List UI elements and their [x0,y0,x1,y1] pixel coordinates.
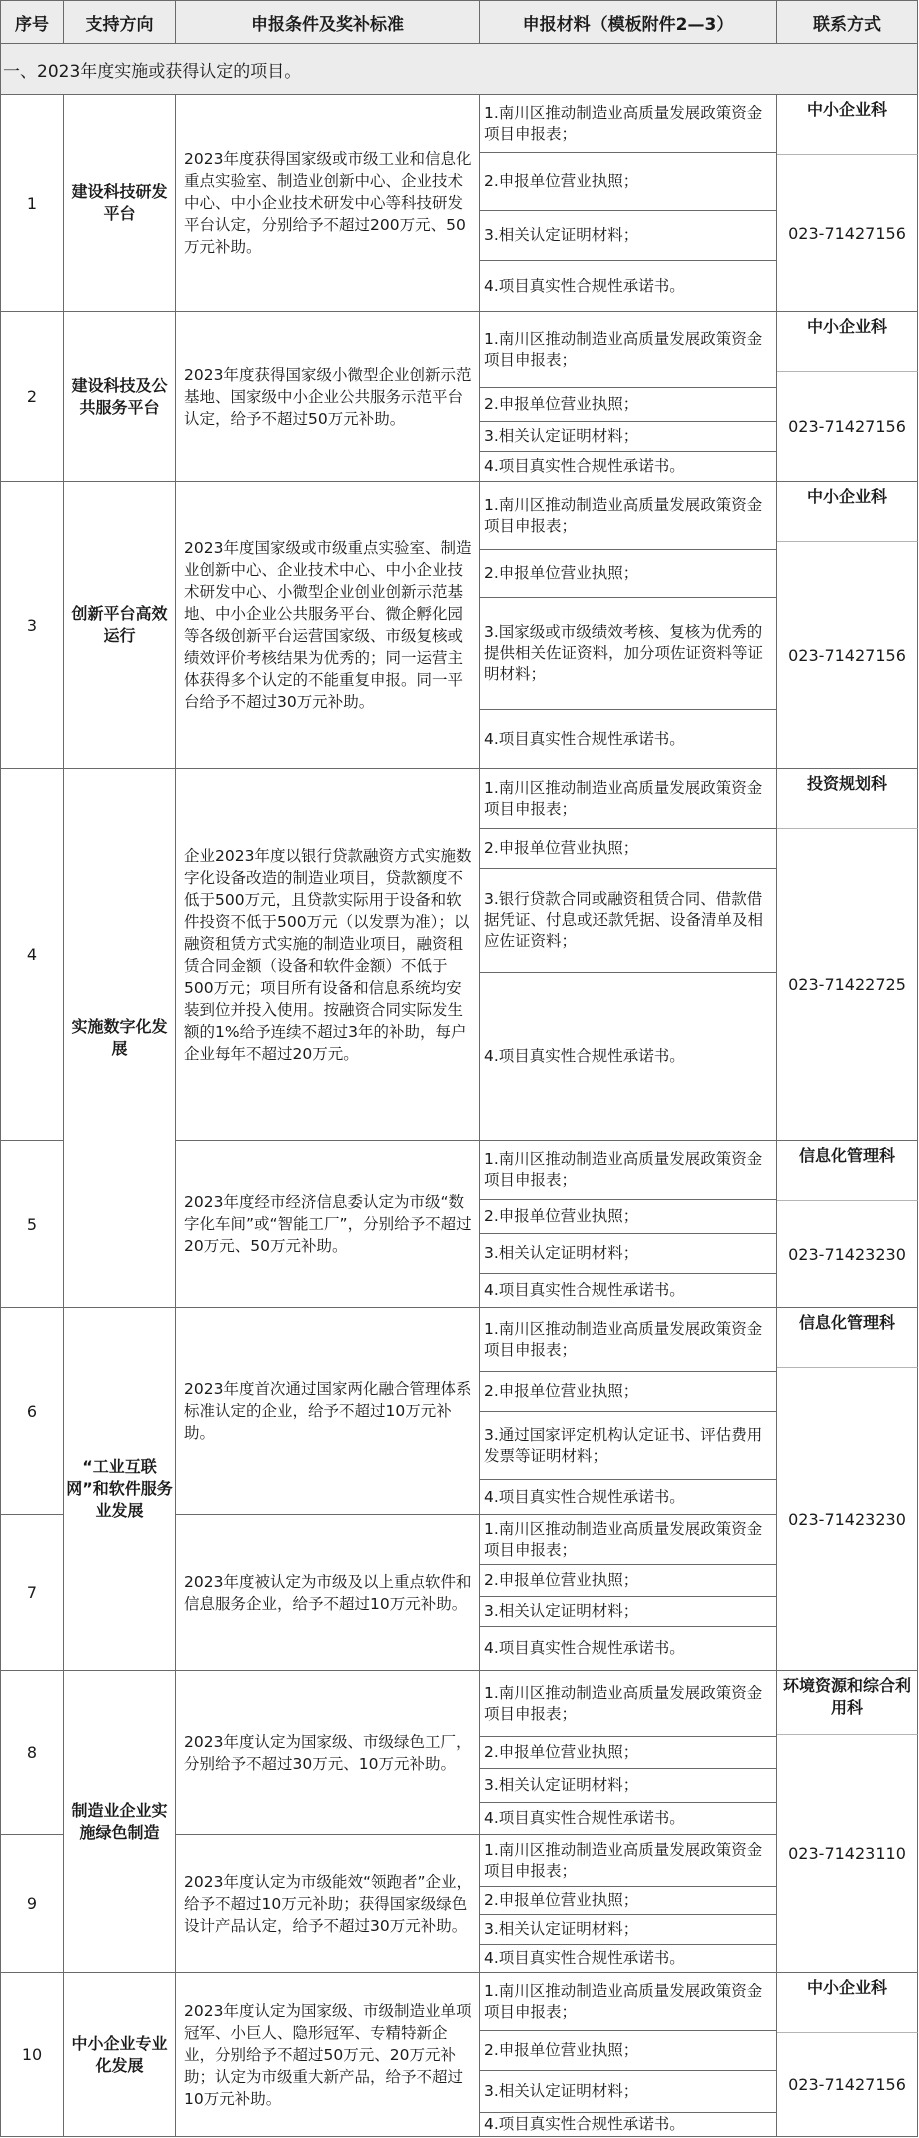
direction-digitalization: 实施数字化发展 [64,769,176,1308]
contact-department: 信息化管理科 [777,1141,918,1201]
material-item: 1.南川区推动制造业高质量发展政策资金项目申报表； [480,312,777,388]
material-item: 1.南川区推动制造业高质量发展政策资金项目申报表； [480,1835,777,1887]
material-item: 3.相关认定证明材料； [480,2071,777,2113]
contact-phone: 023-71427156 [777,155,918,312]
material-item: 3.银行贷款合同或融资租赁合同、借款借据凭证、付息或还款凭据、设备清单及相应佐证资料； [480,869,777,973]
seq-10: 10 [0,1973,64,2137]
material-item: 3.通过国家评定机构认定证书、评估费用发票等证明材料； [480,1412,777,1480]
seq-2: 2 [0,312,64,482]
criteria-1: 2023年度获得国家级或市级工业和信息化重点实验室、制造业创新中心、企业技术中心、中小企业技术研发中心等科技研发平台认定，分别给予不超过200万元、50万元补助。 [176,95,480,312]
material-item: 2.申报单位营业执照； [480,829,777,869]
contact-department: 中小企业科 [777,95,918,155]
contact-phone: 023-71427156 [777,372,918,482]
contact-department: 环境资源和综合利用科 [777,1671,918,1735]
seq-5: 5 [0,1141,64,1308]
criteria-3: 2023年度国家级或市级重点实验室、制造业创新中心、企业技术中心、中小企业技术研发中心、小微型企业创业创新示范基地、中小企业公共服务平台、微企孵化园等各级创新平台运营国家级、市级复核或绩效评价考核结果为优秀的；同一运营主体获得多个认定的不能重复申报。同一平台给予不超过30万元补助。 [176,482,480,769]
material-item: 2.申报单位营业执照； [480,153,777,211]
material-item: 3.国家级或市级绩效考核、复核为优秀的提供相关佐证资料，加分项佐证资料等证明材料； [480,598,777,710]
material-item: 3.相关认定证明材料； [480,422,777,452]
material-item: 2.申报单位营业执照； [480,1737,777,1769]
criteria-6: 2023年度首次通过国家两化融合管理体系标准认定的企业，给予不超过10万元补助。 [176,1308,480,1515]
contact-phone: 023-71422725 [777,829,918,1141]
material-item: 1.南川区推动制造业高质量发展政策资金项目申报表； [480,1308,777,1372]
material-item: 1.南川区推动制造业高质量发展政策资金项目申报表； [480,769,777,829]
material-item: 3.相关认定证明材料； [480,211,777,261]
criteria-2: 2023年度获得国家级小微型企业创新示范基地、国家级中小企业公共服务示范平台认定，给予不超过50万元补助。 [176,312,480,482]
criteria-9: 2023年度认定为市级能效“领跑者”企业，给予不超过10万元补助；获得国家级绿色设计产品认定，给予不超过30万元补助。 [176,1835,480,1973]
material-item: 4.项目真实性合规性承诺书。 [480,1627,777,1671]
contact-phone: 023-71423110 [777,1735,918,1973]
material-item: 4.项目真实性合规性承诺书。 [480,1480,777,1515]
contact-phone: 023-71427156 [777,2033,918,2137]
material-item: 4.项目真实性合规性承诺书。 [480,452,777,482]
contact-phone: 023-71427156 [777,542,918,769]
material-item: 3.相关认定证明材料； [480,1915,777,1945]
direction-green-manufacturing: 制造业企业实施绿色制造 [64,1671,176,1973]
header-contact: 联系方式 [777,0,918,44]
material-item: 2.申报单位营业执照； [480,550,777,598]
material-item: 4.项目真实性合规性承诺书。 [480,1945,777,1973]
criteria-4: 企业2023年度以银行贷款融资方式实施数字化设备改造的制造业项目，贷款额度不低于500万元，且贷款实际用于设备和软件投资不低于500万元（以发票为准）；以融资租赁方式实施的制造业项目，融资租赁合同金额（设备和软件金额）不低于500万元；项目所有设备和信息系统均安装到位并投入使用。按融资合同实际发生额的1%给予连续不超过3年的补助，每户企业每年不超过20万元。 [176,769,480,1141]
material-item: 3.相关认定证明材料； [480,1234,777,1274]
material-item: 3.相关认定证明材料； [480,1769,777,1803]
material-item: 2.申报单位营业执照； [480,1565,777,1597]
material-item: 2.申报单位营业执照； [480,1372,777,1412]
direction-public-service-platform: 建设科技及公共服务平台 [64,312,176,482]
direction-rd-platform: 建设科技研发平台 [64,95,176,312]
material-item: 1.南川区推动制造业高质量发展政策资金项目申报表； [480,1141,777,1200]
section-title: 一、2023年度实施或获得认定的项目。 [0,44,918,95]
header-materials: 申报材料（模板附件2—3） [480,0,777,44]
direction-industrial-internet: “工业互联网”和软件服务业发展 [64,1308,176,1671]
seq-9: 9 [0,1835,64,1973]
material-item: 1.南川区推动制造业高质量发展政策资金项目申报表； [480,95,777,153]
material-item: 4.项目真实性合规性承诺书。 [480,710,777,769]
header-criteria: 申报条件及奖补标准 [176,0,480,44]
material-item: 1.南川区推动制造业高质量发展政策资金项目申报表； [480,482,777,550]
direction-specialization: 中小企业专业化发展 [64,1973,176,2137]
material-item: 2.申报单位营业执照； [480,1887,777,1915]
material-item: 4.项目真实性合规性承诺书。 [480,261,777,312]
material-item: 2.申报单位营业执照； [480,388,777,422]
contact-department: 投资规划科 [777,769,918,829]
material-item: 1.南川区推动制造业高质量发展政策资金项目申报表； [480,1973,777,2031]
criteria-7: 2023年度被认定为市级及以上重点软件和信息服务企业，给予不超过10万元补助。 [176,1515,480,1671]
criteria-8: 2023年度认定为国家级、市级绿色工厂，分别给予不超过30万元、10万元补助。 [176,1671,480,1835]
material-item: 3.相关认定证明材料； [480,1597,777,1627]
seq-4: 4 [0,769,64,1141]
contact-department: 中小企业科 [777,312,918,372]
header-seq: 序号 [0,0,64,44]
seq-6: 6 [0,1308,64,1515]
criteria-5: 2023年度经市经济信息委认定为市级“数字化车间”或“智能工厂”，分别给予不超过20万元、50万元补助。 [176,1141,480,1308]
seq-1: 1 [0,95,64,312]
seq-3: 3 [0,482,64,769]
contact-department: 中小企业科 [777,1973,918,2033]
contact-phone: 023-71423230 [777,1368,918,1671]
material-item: 4.项目真实性合规性承诺书。 [480,1274,777,1308]
material-item: 4.项目真实性合规性承诺书。 [480,2113,777,2137]
material-item: 1.南川区推动制造业高质量发展政策资金项目申报表； [480,1515,777,1565]
contact-department: 信息化管理科 [777,1308,918,1368]
material-item: 1.南川区推动制造业高质量发展政策资金项目申报表； [480,1671,777,1737]
seq-7: 7 [0,1515,64,1671]
material-item: 2.申报单位营业执照； [480,1200,777,1234]
seq-8: 8 [0,1671,64,1835]
contact-phone: 023-71423230 [777,1201,918,1308]
material-item: 4.项目真实性合规性承诺书。 [480,973,777,1141]
material-item: 4.项目真实性合规性承诺书。 [480,1803,777,1835]
header-direction: 支持方向 [64,0,176,44]
direction-platform-operation: 创新平台高效运行 [64,482,176,769]
material-item: 2.申报单位营业执照； [480,2031,777,2071]
contact-department: 中小企业科 [777,482,918,542]
criteria-10: 2023年度认定为国家级、市级制造业单项冠军、小巨人、隐形冠军、专精特新企业，分别给予不超过50万元、20万元补助；认定为市级重大新产品，给予不超过10万元补助。 [176,1973,480,2137]
